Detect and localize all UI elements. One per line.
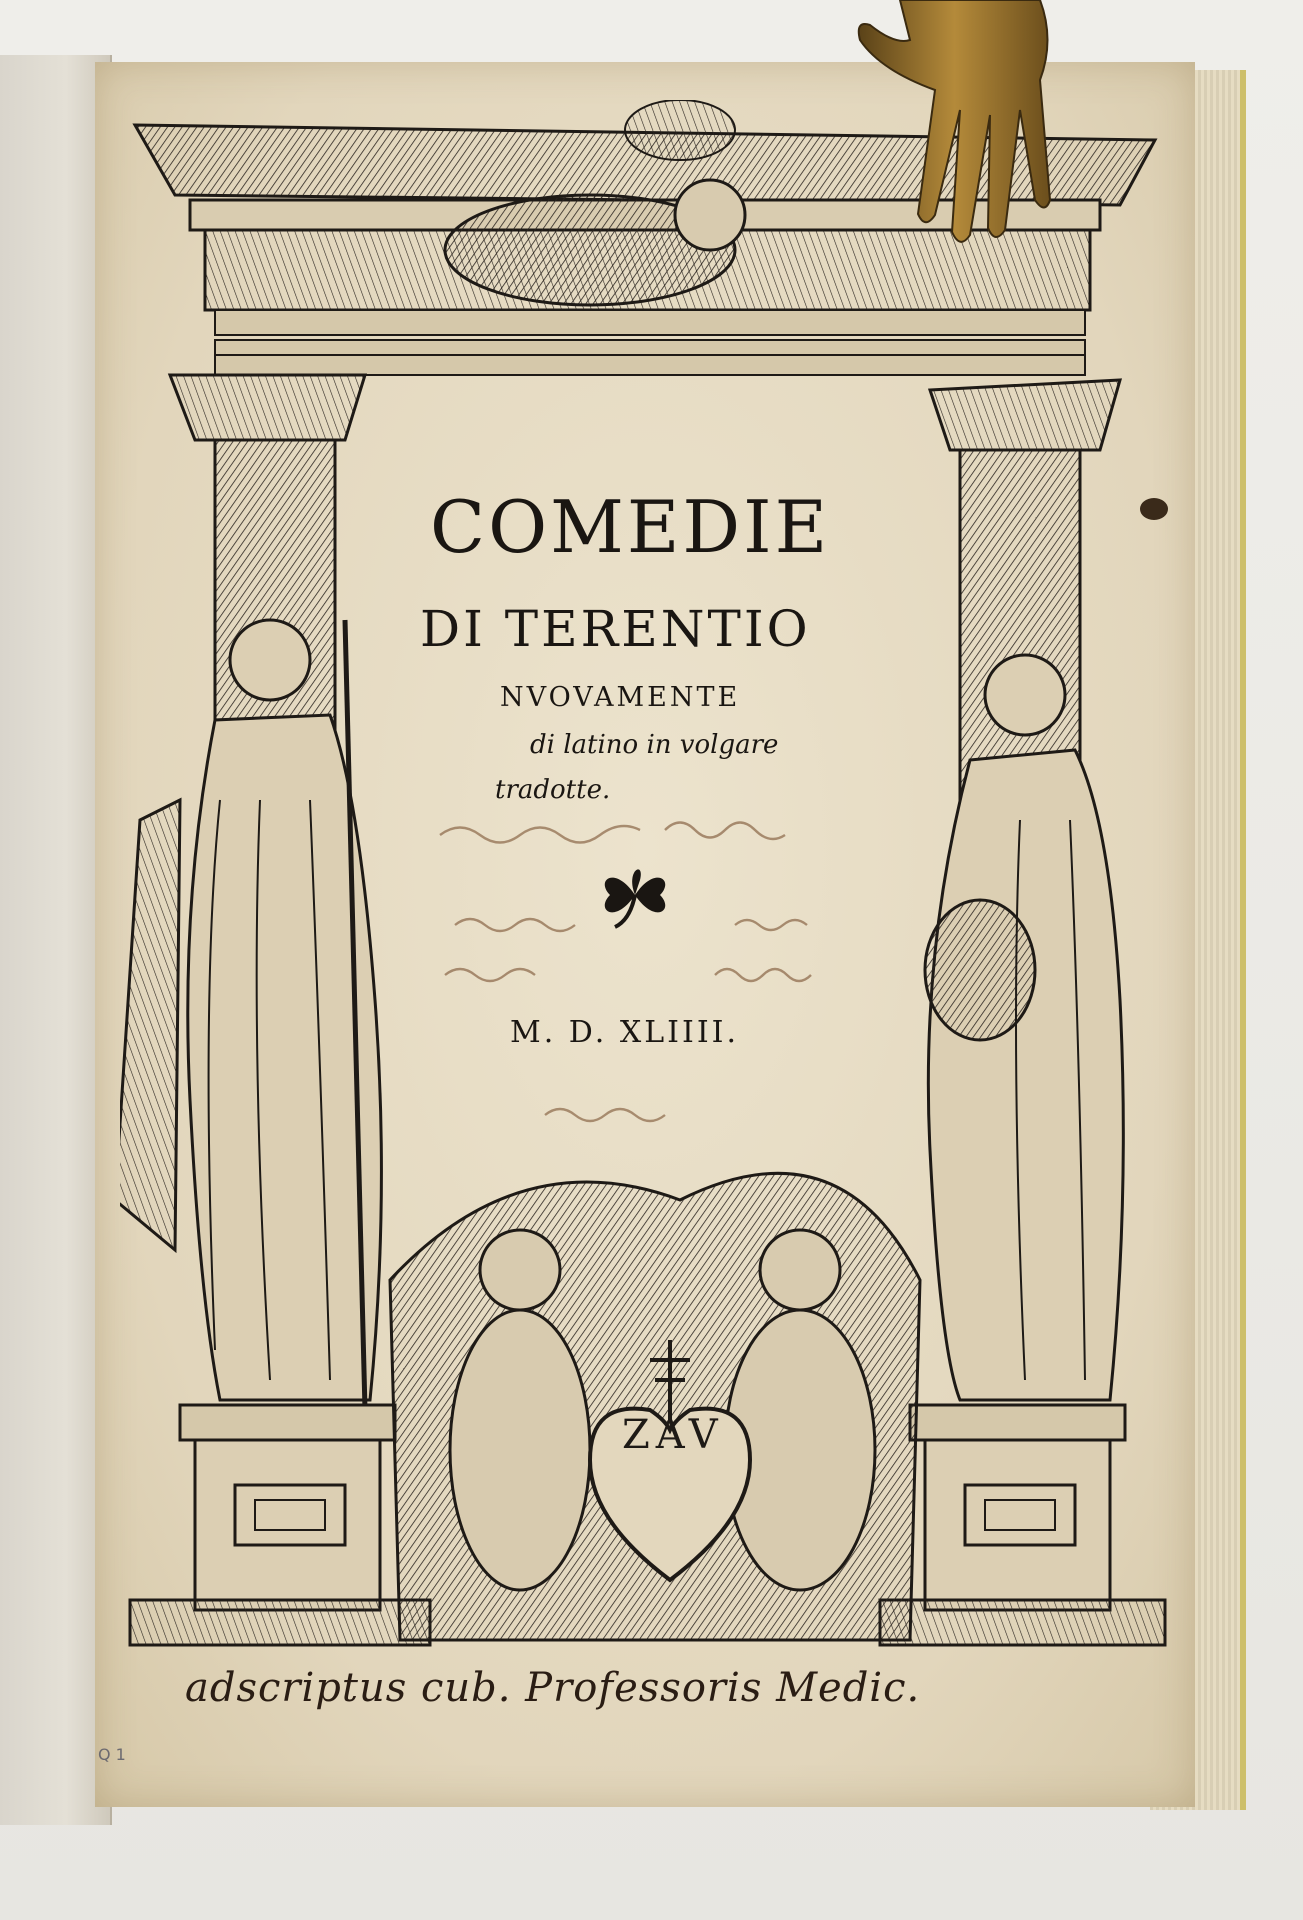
pencil-shelfmark: Q 1 — [98, 1745, 126, 1764]
title-line-3: NVOVAMENTE — [500, 682, 741, 713]
fleuron-ornament — [595, 855, 675, 935]
ink-stain — [1140, 498, 1168, 520]
title-line-2: DI TERENTIO — [420, 600, 811, 658]
right-female-figure — [925, 655, 1123, 1400]
title-line-1: COMEDIE — [430, 485, 831, 569]
left-female-figure — [120, 620, 381, 1410]
title-line-5: tradotte. — [495, 775, 611, 805]
printer-mark-letters: ZAV — [622, 1412, 724, 1458]
brass-hand-bookmark — [840, 0, 1100, 250]
right-pedestal — [880, 1405, 1165, 1645]
title-line-4: di latino in volgare — [530, 730, 779, 760]
title-panel — [395, 430, 925, 1150]
left-pedestal — [130, 1405, 430, 1645]
ownership-inscription: adscriptus cub. Professoris Medic. — [185, 1665, 921, 1711]
imprint-date: M. D. XLIIII. — [510, 1015, 740, 1050]
